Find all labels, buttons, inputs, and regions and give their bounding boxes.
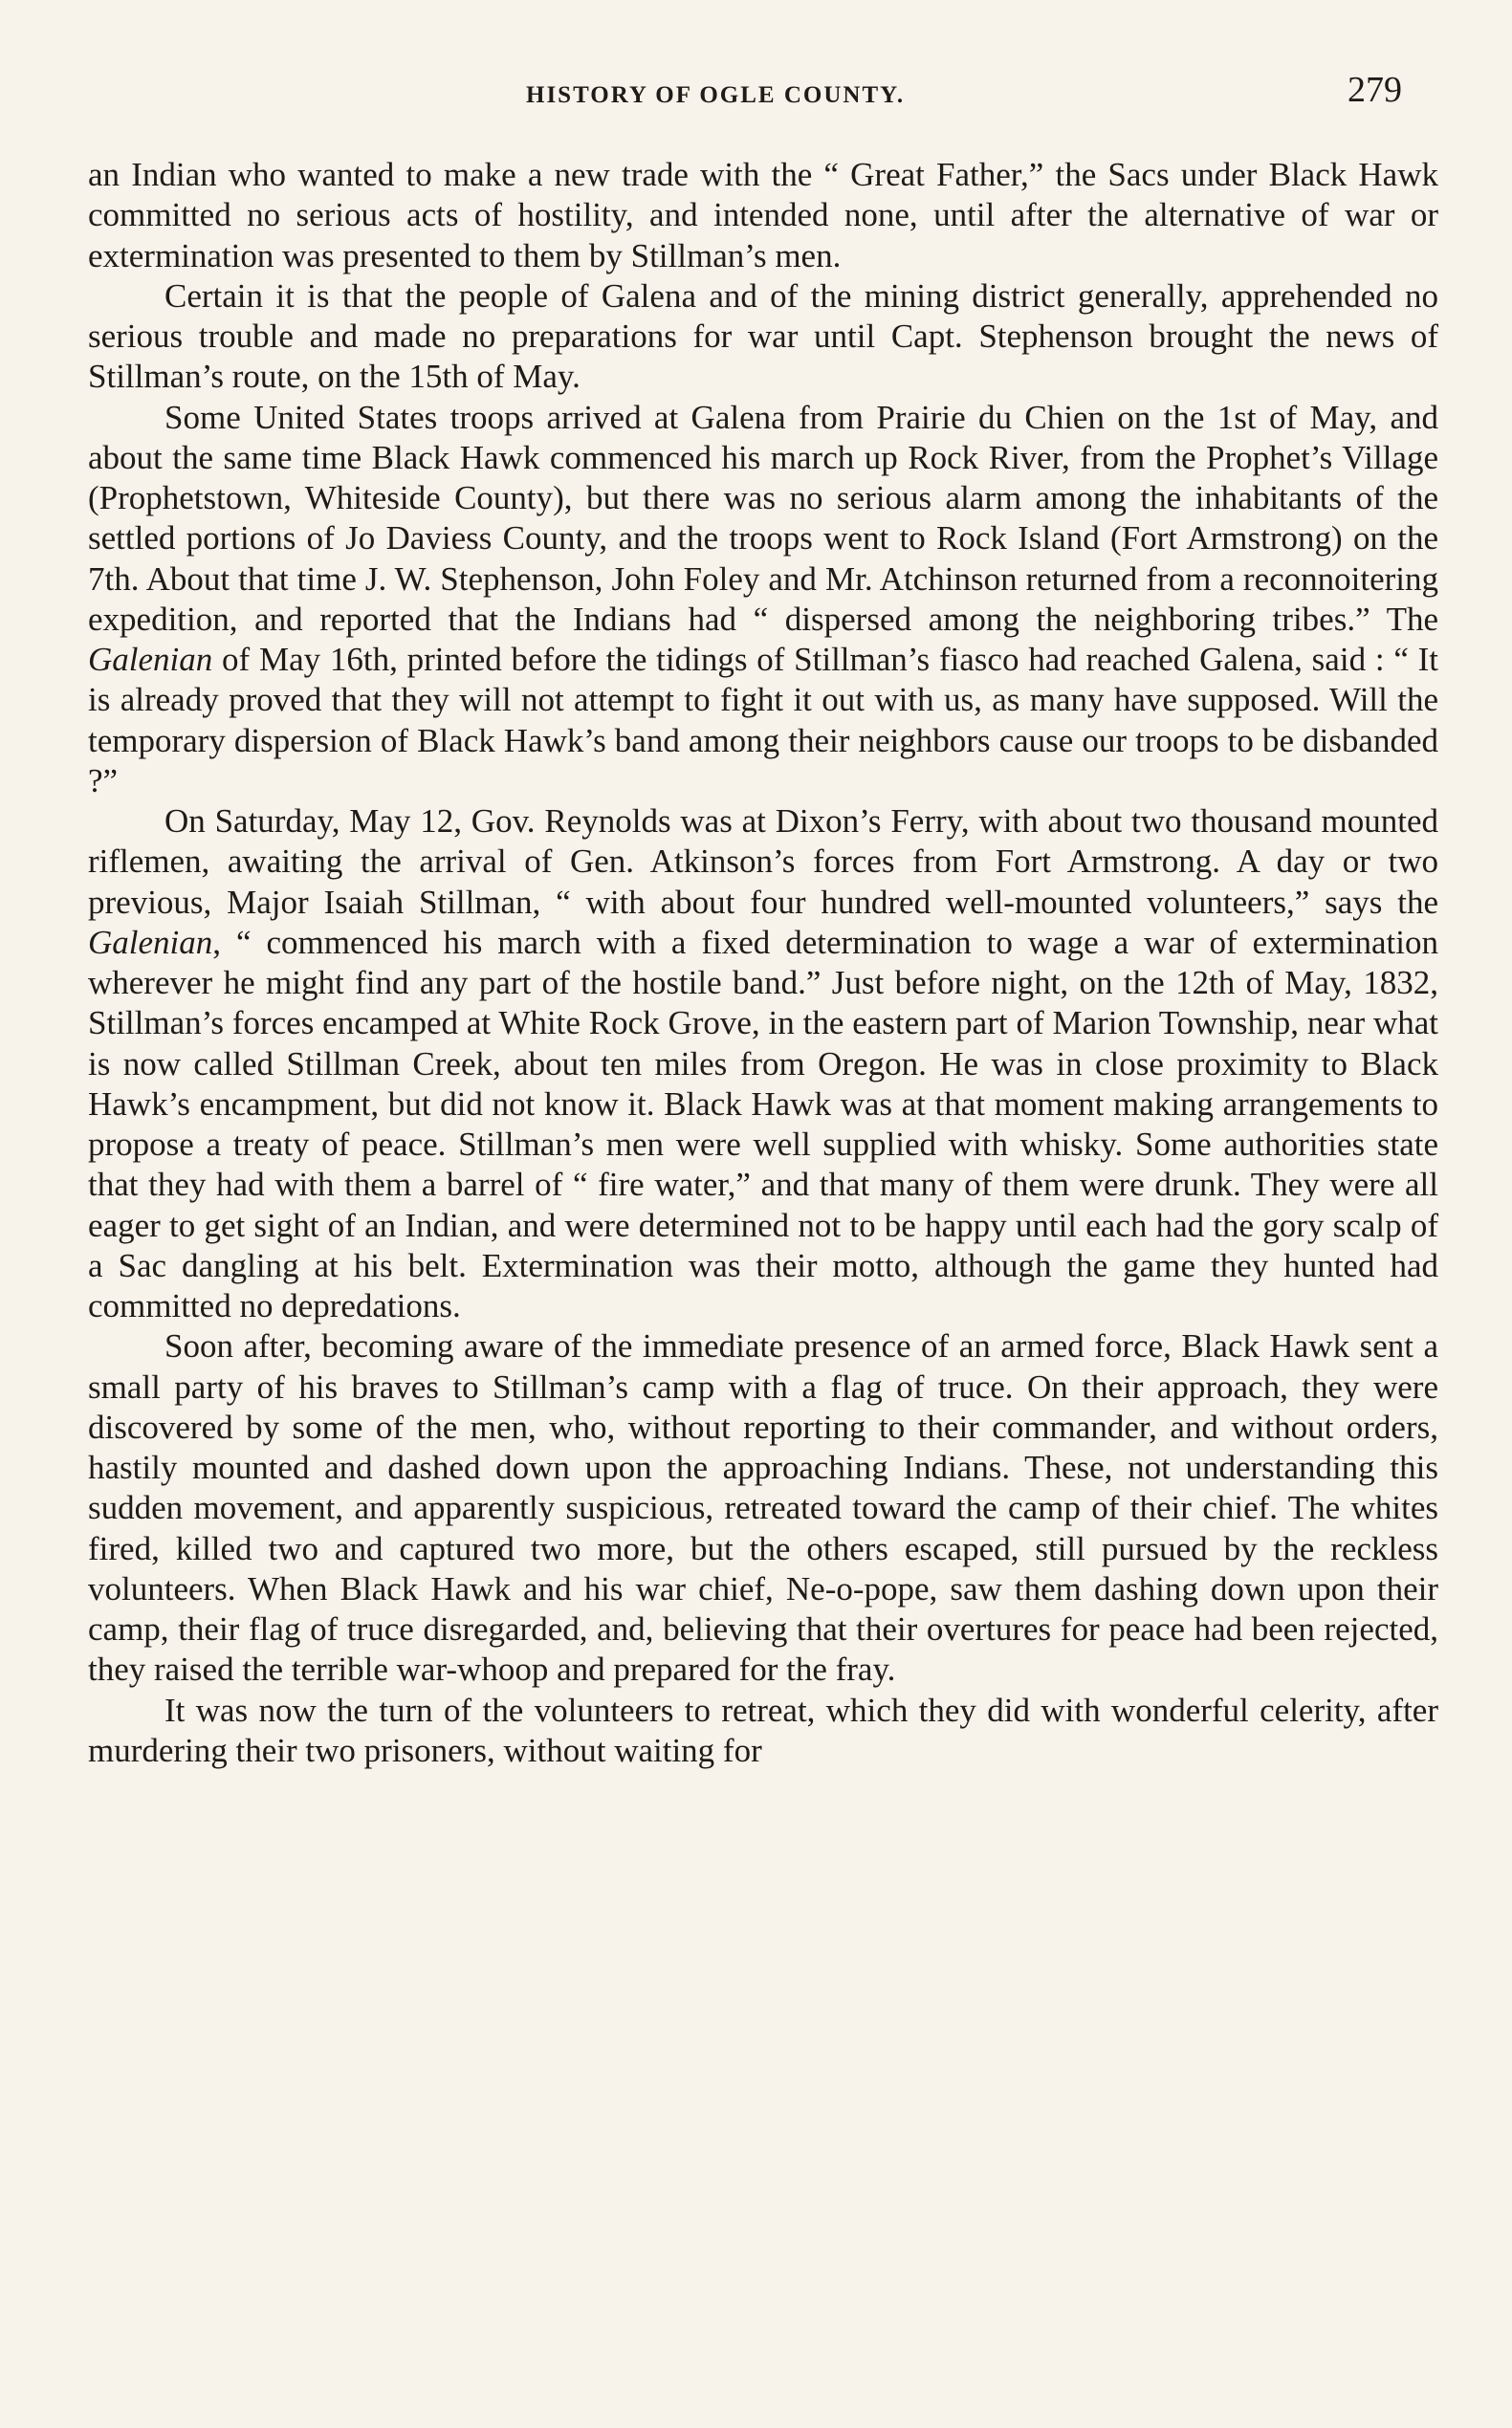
page-header: [92, 69, 1431, 117]
page-number: 279: [1348, 70, 1402, 110]
paragraph: [88, 1326, 1438, 1690]
italic-text: Galenian: [88, 923, 213, 961]
paragraph-text: Certain it is that the people of Galena and of the mining district generally, apprehended no serious trouble and made no preparations for war until Capt. Stephenson brought the news of Stillman’s route, on the 15th of May.: [88, 276, 1438, 396]
paragraph-text: It was now the turn of the volunteers to retreat, which they did with wonderful celerity, after murdering their two prisoners, without waiting for: [88, 1691, 1438, 1769]
paragraph-text: Some United States troops arrived at Galena from Prairie du Chien on the 1st of May, and about the same time Black Hawk commenced his march up Rock River, from the Prophet’s Village (Prophetstown, Whiteside County), but there was no serious alarm among the inhabitants of the settled portions of Jo Daviess County, and the troops went to Rock Island (Fort Armstrong) on the 7th. About that time J. W. Stephenson, John Foley and Mr. Atchinson returned from a reconnoitering expedition, and reported that the Indians had “ dispersed among the neighboring tribes.” The: [88, 398, 1438, 638]
italic-text: Galenian: [88, 641, 213, 678]
paragraph-text: Soon after, becoming aware of the immediate presence of an armed force, Black Hawk sent a small party of his braves to Stillman’s camp with a flag of truce. On their approach, they were discovered by some of the men, who, without reporting to their commander, and without orders, hastily mounted and dashed down upon the approaching Indians. These, not understanding this sudden movement, and apparently suspicious, retreated toward the camp of their chief. The whites fired, killed two and captured two more, but the others escaped, still pursued by the reckless volunteers. When Black Hawk and his war chief, Ne-o-pope, saw them dashing down upon their camp, their flag of truce disregarded, and, believing that their overtures for peace had been rejected, they raised the terrible war-whoop and prepared for the fray.: [88, 1327, 1438, 1689]
body-text: [88, 155, 1438, 1771]
paragraph-text: On Saturday, May 12, Gov. Reynolds was at Dixon’s Ferry, with about two thousand mounted riflemen, awaiting the arrival of Gen. Atkinson’s forces from Fort Armstrong. A day or two previous, Major Isaiah Stillman, “ with about four hundred well-mounted volunteers,” says the: [88, 802, 1438, 921]
running-head: HISTORY OF OGLE COUNTY.: [526, 82, 906, 108]
paragraph: [88, 155, 1438, 276]
paragraph: [88, 801, 1438, 1326]
paragraph-text: of May 16th, printed before the tidings of Stillman’s fiasco had reached Galena, said : “ It is already proved that they will not attempt to fight it out with us, as many have supposed. Will the temporary dispersion of Black Hawk’s band among their neighbors cause our troops to be disbanded ?”: [88, 641, 1438, 799]
paragraph: [88, 398, 1438, 802]
paragraph: [88, 276, 1438, 398]
paragraph-text: an Indian who wanted to make a new trade with the “ Great Father,” the Sacs under Black Hawk committed no serious acts of hostility, and intended none, until after the alternative of war or extermination was presented to them by Stillman’s men.: [88, 156, 1438, 274]
paragraph: [88, 1691, 1438, 1772]
paragraph-text: , “ commenced his march with a fixed determination to wage a war of extermination wherever he might find any part of the hostile band.” Just before night, on the 12th of May, 1832, Stillman’s forces encamped at White Rock Grove, in the eastern part of Marion Township, near what is now called Stillman Creek, about ten miles from Oregon. He was in close proximity to Black Hawk’s encampment, but did not know it. Black Hawk was at that moment making arrangements to propose a treaty of peace. Stillman’s men were well supplied with whisky. Some authorities state that they had with them a barrel of “ fire water,” and that many of them were drunk. They were all eager to get sight of an Indian, and were determined not to be happy until each had the gory scalp of a Sac dangling at his belt. Extermination was their motto, although the game they hunted had committed no depredations.: [88, 923, 1438, 1324]
